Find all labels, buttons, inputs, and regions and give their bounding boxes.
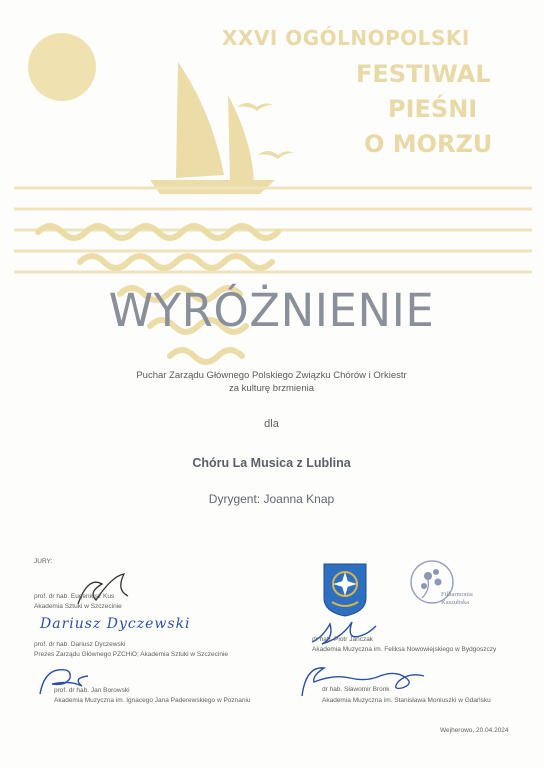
festival-title-line3: PIEŚNI [388, 95, 478, 123]
jury-member-2-name: prof. dr hab. Dariusz Dyczewski [34, 641, 126, 648]
jury-member-5-affiliation: Akademia Muzyczna im. Stanisława Moniuszki w Gdańsku [322, 697, 491, 704]
philharmonic-name-line1: Filharmonia [441, 591, 473, 598]
jury-member-2-affiliation: Prezes Zarządu Głównego PZCHiO; Akademia Sztuki w Szczecinie [34, 651, 228, 658]
signature-dyczewski: Dariusz Dyczewski [40, 616, 191, 632]
jury-member-3-affiliation: Akademia Muzyczna im. Ignacego Jana Paderewskiego w Poznaniu [54, 697, 251, 704]
small-sail-icon [228, 95, 254, 182]
big-sail-icon [176, 62, 224, 178]
conductor-name: Dyrygent: Joanna Knap [208, 492, 335, 506]
philharmonic-logo-icon [408, 558, 490, 616]
philharmonic-name-line2: Kaszubska [441, 599, 470, 606]
recipient-name: Chóru La Musica z Lublina [192, 456, 351, 470]
signature-borowski [34, 660, 94, 700]
jury-member-5-name: dr hab. Sławomir Bronk [322, 686, 390, 693]
jury-member-1-affiliation: Akademia Sztuki w Szczecinie [34, 603, 122, 610]
jury-member-3-name: prof. dr hab. Jan Borowski [54, 687, 130, 694]
jury-label: JURY: [34, 558, 53, 565]
place-and-date: Wejherowo, 20.04.2024 [440, 727, 509, 734]
cup-description-line2: za kulturę brzmienia [228, 383, 314, 394]
festival-title-line1: XXVI OGÓLNOPOLSKI [222, 26, 470, 50]
award-title: WYRÓŻNIENIE [108, 284, 435, 337]
jury-member-4-name: dr hab. Piotr Jańczak [312, 636, 374, 643]
sun-icon [28, 33, 96, 101]
jury-member-1-name: prof. dr hab. Eugeniusz Kus [34, 593, 115, 600]
festival-title-line2: FESTIWAL [356, 60, 491, 88]
festival-title-line4: O MORZU [364, 130, 493, 158]
cup-description-line1: Puchar Zarządu Głównego Polskiego Związku Chórów i Orkiestr [136, 370, 407, 381]
signature-bronk [294, 656, 454, 702]
city-coat-of-arms-icon [322, 562, 368, 618]
jury-member-4-affiliation: Akademia Muzyczna im. Feliksa Nowowiejskiego w Bydgoszczy [312, 646, 497, 653]
for-word: dla [264, 418, 279, 430]
